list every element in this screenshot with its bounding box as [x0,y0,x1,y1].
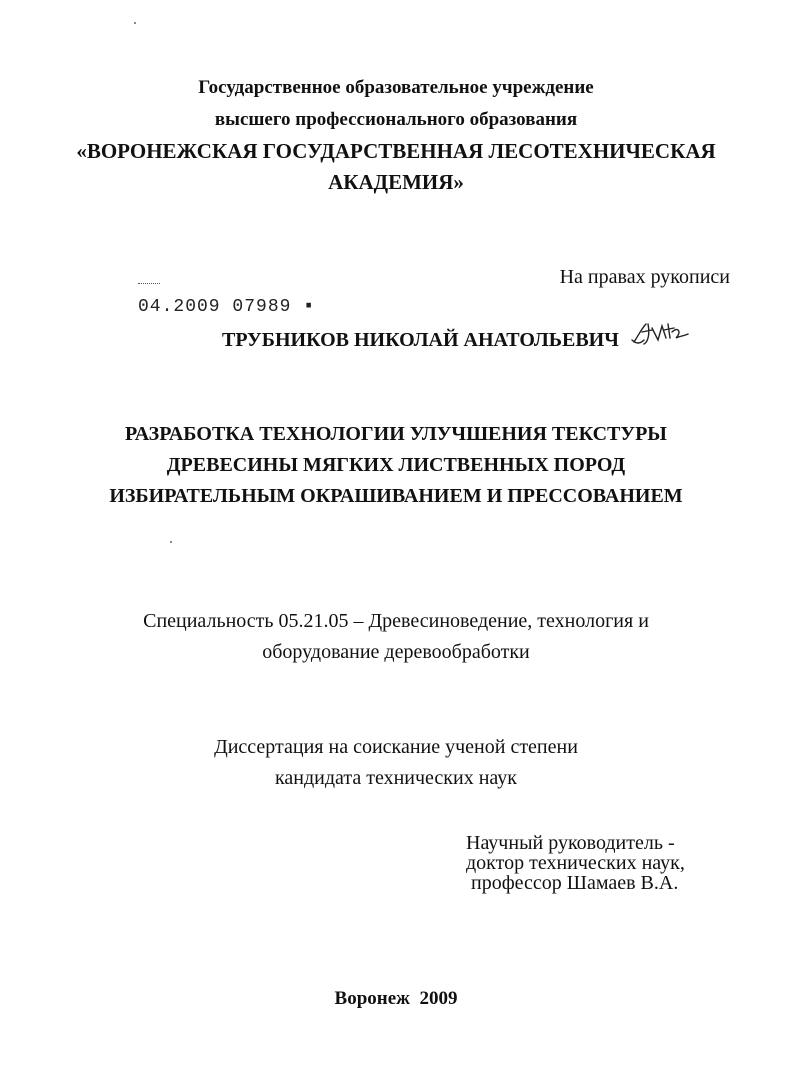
stamp-dots [138,283,160,286]
city-year: Воронеж 2009 [334,988,458,1009]
supervisor-line-1: Научный руководитель - [466,832,675,854]
supervisor-line-2: доктор технических наук, [466,852,685,874]
signature-icon [628,318,690,348]
institution-name-line-2: АКАДЕМИЯ» [328,170,464,194]
degree-line-1: Диссертация на соискание ученой степени [214,736,578,758]
registry-stamp [138,297,315,318]
scan-speck [134,22,136,24]
specialty-line-1: Специальность 05.21.05 – Древесиноведение, технология и [143,610,649,632]
institution-line-2: высшего профессионального образования [214,109,578,130]
scan-speck [170,541,172,543]
stamp-mark: ▪ [291,296,316,318]
manuscript-rights-note: На правах рукописи [559,266,730,288]
dissertation-title-line-3: ИЗБИРАТЕЛЬНЫМ ОКРАШИВАНИЕМ И ПРЕССОВАНИЕМ [109,485,683,507]
dissertation-title-line-2: ДРЕВЕСИНЫ МЯГКИХ ЛИСТВЕННЫХ ПОРОД [166,454,626,476]
institution-name-line-1: «ВОРОНЕЖСКАЯ ГОСУДАРСТВЕННАЯ ЛЕСОТЕХНИЧЕСКАЯ [76,139,716,163]
degree-line-2: кандидата технических наук [274,767,518,789]
dissertation-title-line-1: РАЗРАБОТКА ТЕХНОЛОГИИ УЛУЧШЕНИЯ ТЕКСТУРЫ [125,423,667,445]
supervisor-line-3: профессор Шамаев В.А. [471,872,679,894]
registry-stamp-number: 04.2009 07989 [138,296,292,318]
specialty-line-2: оборудование деревообработки [262,641,530,663]
author-name: ТРУБНИКОВ НИКОЛАЙ АНАТОЛЬЕВИЧ [222,329,619,351]
institution-line-1: Государственное образовательное учреждение [198,77,594,98]
